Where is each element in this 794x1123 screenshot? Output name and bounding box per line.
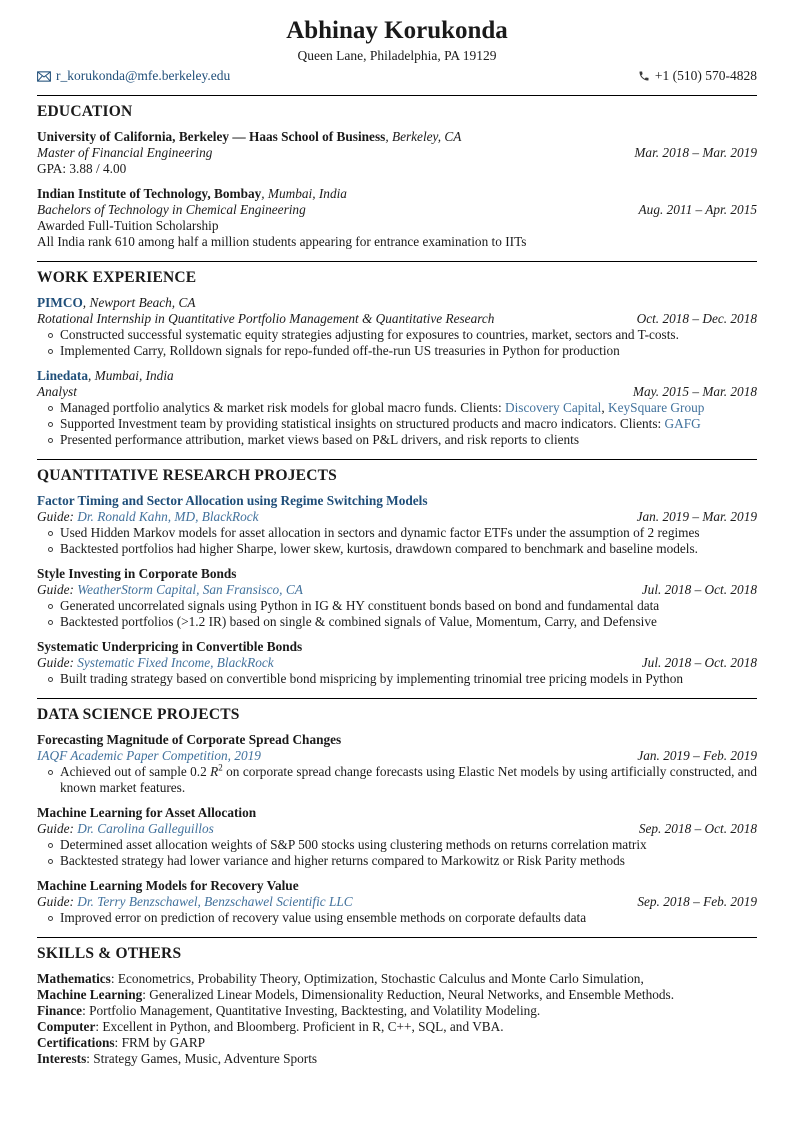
- degree-line: [37, 145, 757, 161]
- guide-text: [37, 582, 630, 598]
- project-title: Machine Learning Models for Recovery Value: [37, 878, 299, 893]
- bullet-text: Built trading strategy based on convertible bond mispricing by implementing trinomial tree pricing models in Python: [60, 671, 683, 686]
- skill-label: Interests: [37, 1051, 87, 1066]
- bullet-icon: [48, 916, 53, 921]
- bullet-text: Determined asset allocation weights of S&P 500 stocks using clustering methods on returns correlation matrix: [60, 837, 647, 852]
- bullet-icon: [48, 333, 53, 338]
- work-entry-pimco: [37, 295, 757, 359]
- bullet-text: Backtested strategy had lower variance and higher returns compared to Markowitz or Risk Parity methods: [60, 853, 625, 868]
- math-variable: R: [210, 764, 219, 779]
- project-title: Machine Learning for Asset Allocation: [37, 805, 257, 820]
- guide-text: [37, 894, 625, 910]
- bullet-icon: [48, 677, 53, 682]
- project-title: Forecasting Magnitude of Corporate Spread Changes: [37, 732, 342, 747]
- bullet-text: Backtested portfolios had higher Sharpe, lower skew, kurtosis, drawdown compared to benchmark and baseline models.: [60, 541, 698, 556]
- guide-line: [37, 509, 757, 525]
- bullet-icon: [48, 406, 53, 411]
- guide-label: Guide:: [37, 509, 78, 524]
- section-education: [37, 95, 757, 250]
- company-link[interactable]: Linedata: [37, 368, 88, 383]
- guide-line: [37, 655, 757, 671]
- bullet-icon: [48, 770, 53, 775]
- company-link[interactable]: PIMCO: [37, 295, 83, 310]
- bullet-text: [60, 400, 757, 416]
- bullet-item: [37, 327, 757, 343]
- bullet-text: Constructed successful systematic equity strategies adjusting for exposures to countries, market, sectors and T-costs.: [60, 327, 679, 342]
- guide-text: [37, 509, 625, 525]
- skill-line-computer: [37, 1019, 757, 1035]
- bullet-icon: [48, 531, 53, 536]
- bullet-item: [37, 764, 757, 796]
- project-title: Style Investing in Corporate Bonds: [37, 566, 237, 581]
- skill-line-interests: [37, 1051, 757, 1067]
- address-line: Queen Lane, Philadelphia, PA 19129: [297, 48, 497, 63]
- date-range: Jul. 2018 – Oct. 2018: [641, 655, 757, 670]
- phone-icon: [638, 70, 650, 82]
- guide-label: Guide:: [37, 582, 78, 597]
- guide-link-ronald-kahn[interactable]: Dr. Ronald Kahn, MD, BlackRock: [77, 509, 259, 524]
- company-location: , Mumbai, India: [87, 368, 174, 383]
- skill-line-finance: [37, 1003, 757, 1019]
- bullet-item: [37, 343, 757, 359]
- client-link-gafg[interactable]: GAFG: [664, 416, 701, 431]
- skill-text: FRM by GARP: [121, 1035, 206, 1050]
- bullet-item: [37, 671, 757, 687]
- institution-name: Indian Institute of Technology, Bombay: [37, 186, 262, 201]
- candidate-name: Abhinay Korukonda: [286, 17, 508, 44]
- institution-location: , Berkeley, CA: [385, 129, 462, 144]
- skill-line-certifications: [37, 1035, 757, 1051]
- bullet-text-segment: Achieved out of sample 0.2: [60, 764, 211, 779]
- bullet-item: [37, 541, 757, 557]
- bullet-icon: [48, 604, 53, 609]
- project-ml-recovery-value: [37, 878, 757, 926]
- section-title-education: EDUCATION: [37, 103, 133, 120]
- skill-separator: :: [95, 1019, 103, 1034]
- section-skills-others: [37, 937, 757, 1067]
- skill-text: Generalized Linear Models, Dimensionality Reduction, Neural Networks, and Ensemble Methods.: [149, 987, 675, 1002]
- bullet-text: Used Hidden Markov models for asset allocation in sectors and dynamic factor ETFs under the assumption of 2 regimes: [60, 525, 700, 540]
- skill-text: Portfolio Management, Quantitative Investing, Backtesting, and Volatility Modeling.: [89, 1003, 541, 1018]
- contact-row: [37, 68, 757, 84]
- role-line: [37, 384, 757, 400]
- bullet-text: Generated uncorrelated signals using Python in IG & HY constituent bonds based on bond and fundamental data: [60, 598, 660, 613]
- subtitle-line: [37, 748, 757, 764]
- bullet-text-segment: ,: [601, 400, 609, 415]
- bullet-icon: [48, 422, 53, 427]
- skill-separator: :: [142, 987, 150, 1002]
- project-title-link[interactable]: Factor Timing and Sector Allocation using Regime Switching Models: [37, 493, 428, 508]
- skill-label: Certifications: [37, 1035, 115, 1050]
- bullet-text: [60, 764, 757, 796]
- guide-link-systematic-fixed-income[interactable]: Systematic Fixed Income, BlackRock: [77, 655, 274, 670]
- skill-label: Computer: [37, 1019, 96, 1034]
- skill-separator: :: [86, 1051, 94, 1066]
- institution-name: University of California, Berkeley — Haas School of Business: [37, 129, 386, 144]
- skill-text: Econometrics, Probability Theory, Optimization, Stochastic Calculus and Monte Carlo Simulation,: [117, 971, 644, 986]
- bullet-icon: [48, 349, 53, 354]
- bullet-text: Backtested portfolios (>1.2 IR) based on single & combined signals of Value, Momentum, Carry, and Defensive: [60, 614, 657, 629]
- skill-separator: :: [110, 971, 118, 986]
- bullet-text-segment: Managed portfolio analytics & market risk models for global macro funds. Clients:: [60, 400, 505, 415]
- bullet-item: [37, 432, 757, 448]
- bullet-text-segment: Supported Investment team by providing statistical insights on structured products and macro indicators. Clients:: [60, 416, 665, 431]
- date-range: Sep. 2018 – Feb. 2019: [637, 894, 757, 909]
- role-title: Rotational Internship in Quantitative Portfolio Management & Quantitative Research: [37, 311, 495, 326]
- math-superscript: 2: [218, 762, 223, 773]
- degree-line: [37, 202, 757, 218]
- section-title-work: WORK EXPERIENCE: [37, 269, 197, 286]
- resume-header: [37, 16, 757, 84]
- role-title: Analyst: [37, 384, 77, 399]
- company-line: [37, 295, 757, 311]
- guide-text: [37, 821, 627, 837]
- guide-text: [37, 655, 630, 671]
- skill-text: Excellent in Python, and Bloomberg. Proficient in R, C++, SQL, and VBA.: [102, 1019, 504, 1034]
- phone-number: [638, 68, 757, 84]
- date-range: Jan. 2019 – Feb. 2019: [637, 748, 757, 763]
- project-title: Systematic Underpricing in Convertible Bonds: [37, 639, 303, 654]
- bullet-item: [37, 614, 757, 630]
- scholarship-note: Awarded Full-Tuition Scholarship: [37, 218, 219, 233]
- project-ml-asset-allocation: [37, 805, 757, 869]
- skill-label: Finance: [37, 1003, 83, 1018]
- bullet-item: [37, 910, 757, 926]
- bullet-item: [37, 853, 757, 869]
- bullet-item: [37, 598, 757, 614]
- project-factor-timing: [37, 493, 757, 557]
- guide-line: [37, 582, 757, 598]
- guide-label: Guide:: [37, 821, 78, 836]
- company-line: [37, 368, 757, 384]
- company-location: , Newport Beach, CA: [82, 295, 196, 310]
- date-range: Mar. 2018 – Mar. 2019: [634, 145, 757, 160]
- skill-line-machine-learning: [37, 987, 757, 1003]
- bullet-text: Improved error on prediction of recovery value using ensemble methods on corporate defaults data: [60, 910, 587, 925]
- section-work-experience: [37, 261, 757, 448]
- skill-line-mathematics: [37, 971, 757, 987]
- institution-line: [37, 186, 757, 202]
- guide-line: [37, 821, 757, 837]
- date-range: Sep. 2018 – Oct. 2018: [638, 821, 757, 836]
- skill-label: Mathematics: [37, 971, 111, 986]
- bullet-text: Implemented Carry, Rolldown signals for repo-funded off-the-run US treasuries in Python for production: [60, 343, 620, 358]
- rank-note: All India rank 610 among half a million students appearing for entrance examination to IITs: [37, 234, 527, 249]
- work-entry-linedata: [37, 368, 757, 448]
- email-text: r_korukonda@mfe.berkeley.edu: [56, 68, 231, 83]
- client-link-discovery-capital[interactable]: Discovery Capital: [504, 400, 602, 415]
- date-range: Aug. 2011 – Apr. 2015: [638, 202, 757, 217]
- date-range: Jul. 2018 – Oct. 2018: [641, 582, 757, 597]
- degree-name: Bachelors of Technology in Chemical Engineering: [37, 202, 306, 217]
- skill-text: Strategy Games, Music, Adventure Sports: [93, 1051, 318, 1066]
- date-range: May. 2015 – Mar. 2018: [632, 384, 757, 399]
- institution-line: [37, 129, 757, 145]
- email-link[interactable]: [37, 68, 230, 84]
- competition-link-iaqf[interactable]: IAQF Academic Paper Competition, 2019: [37, 748, 261, 763]
- bullet-item: [37, 400, 757, 416]
- skill-separator: :: [114, 1035, 122, 1050]
- bullet-icon: [48, 843, 53, 848]
- skill-separator: :: [82, 1003, 90, 1018]
- envelope-icon: [37, 71, 51, 82]
- section-title-qrp: QUANTITATIVE RESEARCH PROJECTS: [37, 467, 337, 484]
- bullet-icon: [48, 620, 53, 625]
- guide-line: [37, 894, 757, 910]
- phone-text: +1 (510) 570-4828: [654, 68, 757, 83]
- date-range: Oct. 2018 – Dec. 2018: [636, 311, 757, 326]
- gpa-line: GPA: 3.88 / 4.00: [37, 161, 127, 176]
- skill-label: Machine Learning: [37, 987, 143, 1002]
- bullet-icon: [48, 438, 53, 443]
- guide-link-terry-benzschawel[interactable]: Dr. Terry Benzschawel, Benzschawel Scientific LLC: [77, 894, 353, 909]
- section-data-science-projects: [37, 698, 757, 926]
- role-line: [37, 311, 757, 327]
- client-link-keysquare-group[interactable]: KeySquare Group: [608, 400, 705, 415]
- bullet-text: [60, 416, 757, 432]
- guide-link-carolina-galleguillos[interactable]: Dr. Carolina Galleguillos: [77, 821, 214, 836]
- project-style-investing: [37, 566, 757, 630]
- guide-label: Guide:: [37, 894, 78, 909]
- education-entry-berkeley: [37, 129, 757, 177]
- bullet-text: Presented performance attribution, market views based on P&L drivers, and risk reports to clients: [60, 432, 580, 447]
- guide-link-weatherstorm[interactable]: WeatherStorm Capital, San Fransisco, CA: [77, 582, 303, 597]
- bullet-text-segment: on corporate spread change forecasts using Elastic Net models by using artificially constructed, and known market features.: [60, 764, 757, 795]
- project-spread-forecasting: [37, 732, 757, 796]
- section-title-skills: SKILLS & OTHERS: [37, 945, 182, 962]
- section-title-ds: DATA SCIENCE PROJECTS: [37, 706, 240, 723]
- bullet-item: [37, 837, 757, 853]
- section-quant-research-projects: [37, 459, 757, 687]
- project-systematic-underpricing: [37, 639, 757, 687]
- education-entry-iit: [37, 186, 757, 250]
- bullet-icon: [48, 859, 53, 864]
- bullet-item: [37, 525, 757, 541]
- degree-name: Master of Financial Engineering: [37, 145, 213, 160]
- guide-label: Guide:: [37, 655, 78, 670]
- bullet-icon: [48, 547, 53, 552]
- institution-location: , Mumbai, India: [261, 186, 347, 201]
- date-range: Jan. 2019 – Mar. 2019: [636, 509, 757, 524]
- bullet-item: [37, 416, 757, 432]
